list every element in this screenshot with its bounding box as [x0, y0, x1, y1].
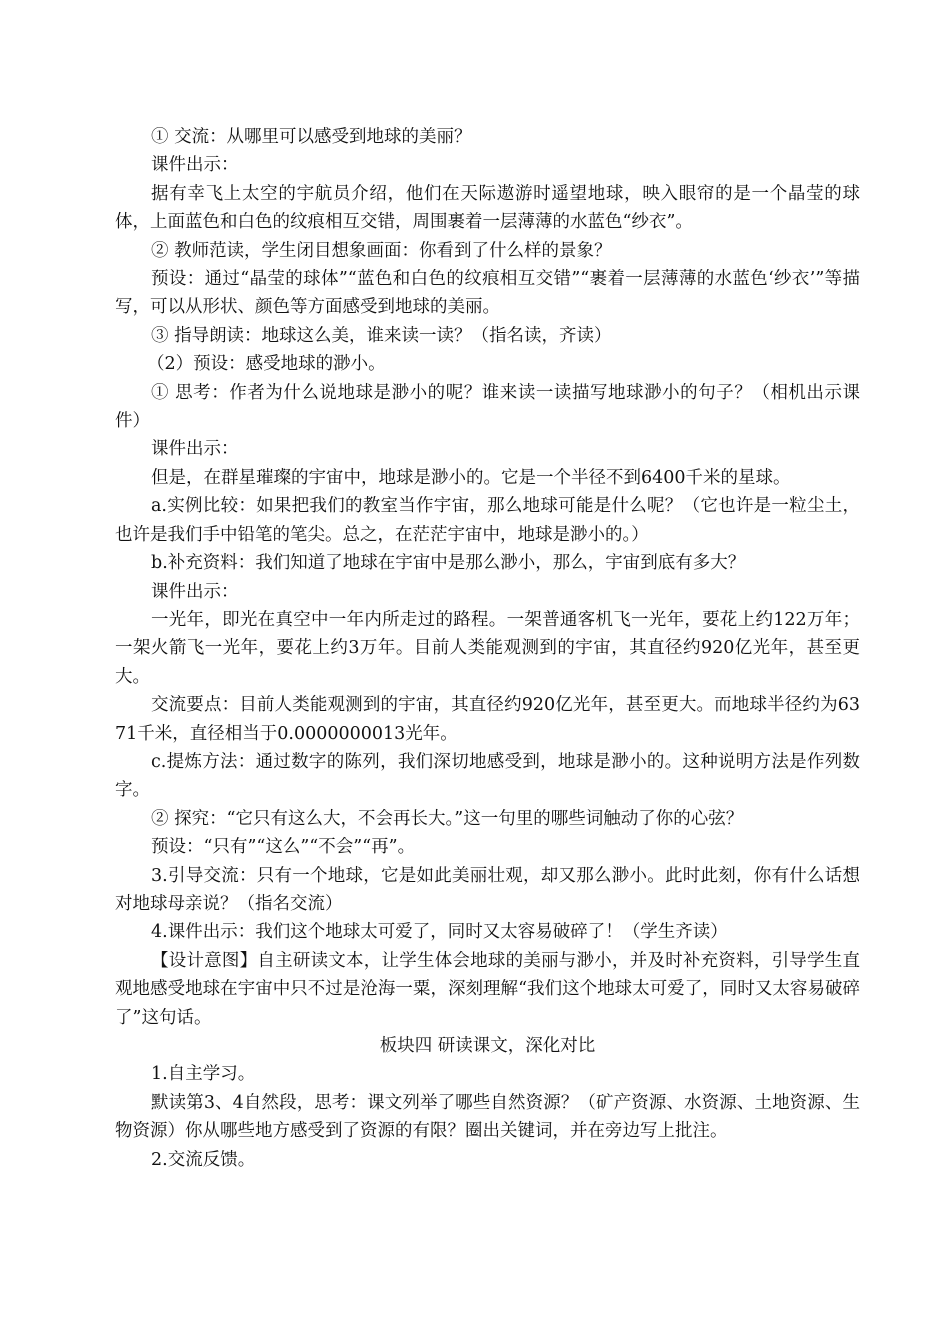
paragraph: ② 教师范读，学生闭目想象画面：你看到了什么样的景象？	[151, 240, 612, 261]
paragraph: 课件出示：	[151, 155, 239, 176]
document-body	[115, 123, 860, 1174]
paragraph: （2）预设：感受地球的渺小。	[147, 354, 386, 375]
paragraph: ① 思考：作者为什么说地球是渺小的呢？谁来读一读描写地球渺小的句子？（相机出示课件）	[115, 382, 860, 432]
paragraph: 交流要点：目前人类能观测到的宇宙，其直径约920亿光年，甚至更大。而地球半径约为6371千米，直径相当于0.0000000013光年。	[115, 695, 860, 744]
paragraph: 预设：“只有”“这么”“不会”“再”。	[151, 837, 416, 858]
paragraph: ② 探究：“它只有这么大，不会再长大。”这一句里的哪些词触动了你的心弦？	[151, 808, 744, 829]
paragraph: 默读第3、4自然段，思考：课文列举了哪些自然资源？（矿产资源、水资源、土地资源、生物资源）你从哪些地方感受到了资源的有限？圈出关键词，并在旁边写上批注。	[115, 1092, 860, 1142]
paragraph: 预设：通过“晶莹的球体”“蓝色和白色的纹痕相互交错”“裹着一层薄薄的水蓝色‘纱衣’”等描写，可以从形状、颜色等方面感受到地球的美丽。	[115, 269, 860, 318]
paragraph: 据有幸飞上太空的宇航员介绍，他们在天际遨游时遥望地球，映入眼帘的是一个晶莹的球体，上面蓝色和白色的纹痕相互交错，周围裹着一层薄薄的水蓝色“纱衣”。	[115, 183, 860, 233]
paragraph: a.实例比较：如果把我们的教室当作宇宙，那么地球可能是什么呢？（它也许是一粒尘土，也许是我们手中铅笔的笔尖。总之，在茫茫宇宙中，地球是渺小的。）	[115, 496, 860, 545]
paragraph: ③ 指导朗读：地球这么美，谁来读一读？（指名读，齐读）	[151, 325, 612, 346]
paragraph: 一光年，即光在真空中一年内所走过的路程。一架普通客机飞一光年，要花上约122万年；一架火箭飞一光年，要花上约3万年。目前人类能观测到的宇宙，其直径约920亿光年，甚至更大。	[115, 609, 860, 687]
design-intent-paragraph: 【设计意图】自主研读文本，让学生体会地球的美丽与渺小，并及时补充资料，引导学生直观地感受地球在宇宙中只不过是沧海一粟，深刻理解“我们这个地球太可爱了，同时又太容易破碎了”这句话。	[115, 950, 860, 1028]
paragraph: 课件出示：	[151, 439, 239, 460]
paragraph: 课件出示：	[151, 581, 239, 602]
paragraph: b.补充资料：我们知道了地球在宇宙中是那么渺小，那么，宇宙到底有多大？	[151, 553, 746, 574]
section-heading: 板块四 研读课文，深化对比	[379, 1036, 596, 1056]
paragraph: 但是，在群星璀璨的宇宙中，地球是渺小的。它是一个半径不到6400千米的星球。	[151, 467, 791, 488]
paragraph: 1.自主学习。	[151, 1064, 256, 1085]
paragraph: ① 交流：从哪里可以感受到地球的美丽？	[151, 127, 472, 147]
paragraph: c.提炼方法：通过数字的陈列，我们深切地感受到，地球是渺小的。这种说明方法是作列数字。	[115, 751, 860, 801]
paragraph: 3.引导交流：只有一个地球，它是如此美丽壮观，却又那么渺小。此时此刻，你有什么话想对地球母亲说？（指名交流）	[115, 865, 860, 914]
paragraph: 4.课件出示：我们这个地球太可爱了，同时又太容易破碎了！（学生齐读）	[151, 922, 728, 943]
paragraph: 2.交流反馈。	[151, 1149, 256, 1170]
